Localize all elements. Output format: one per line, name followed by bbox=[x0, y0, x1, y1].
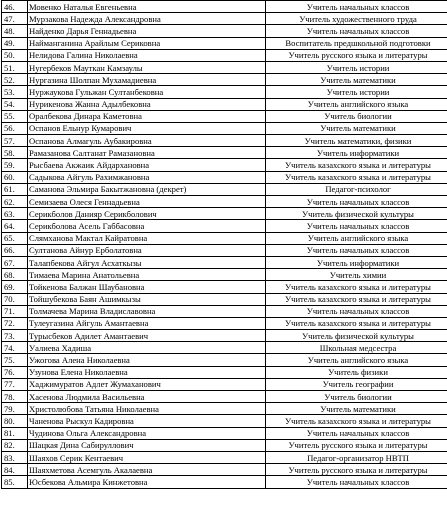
staff-role-cell: Учитель географии bbox=[266, 378, 447, 390]
staff-name-cell: Чаненова Рыскул Кадировна bbox=[28, 415, 266, 427]
table-row bbox=[2, 159, 447, 171]
row-number: 67. bbox=[2, 256, 28, 268]
row-number: 65. bbox=[2, 232, 28, 244]
staff-name-cell: Шацкая Дина Сабируллович bbox=[28, 439, 266, 451]
row-number: 55. bbox=[2, 110, 28, 122]
staff-name-cell: Христолюбова Татьяна Николаевна bbox=[28, 403, 266, 415]
staff-role-cell: Учитель информатики bbox=[266, 147, 447, 159]
staff-role-cell: Учитель химии bbox=[266, 269, 447, 281]
staff-name-cell: Шаяхметова Асемгуль Акалаевна bbox=[28, 464, 266, 476]
row-number: 57. bbox=[2, 135, 28, 147]
row-number: 83. bbox=[2, 451, 28, 463]
staff-role-cell: Учитель биологии bbox=[266, 110, 447, 122]
table-row bbox=[2, 196, 447, 208]
row-number: 61. bbox=[2, 183, 28, 195]
staff-name-cell: Нугербеков Мауткан Камзаулы bbox=[28, 61, 266, 73]
staff-name-cell: Нуржаукова Гульжан Султанбековна bbox=[28, 86, 266, 98]
staff-role-cell: Учитель английского языка bbox=[266, 354, 447, 366]
staff-role-cell: Учитель русского языка и литературы bbox=[266, 439, 447, 451]
row-number: 76. bbox=[2, 366, 28, 378]
staff-role-cell: Учитель русского языка и литературы bbox=[266, 49, 447, 61]
staff-name-cell: Тойшубекова Баян Ашимкызы bbox=[28, 293, 266, 305]
staff-name-cell: Оспанова Алмагуль Аубакировна bbox=[28, 135, 266, 147]
table-row bbox=[2, 74, 447, 86]
table-row bbox=[2, 98, 447, 110]
table-row bbox=[2, 244, 447, 256]
row-number: 46. bbox=[2, 1, 28, 13]
staff-role-cell: Учитель начальных классов bbox=[266, 196, 447, 208]
staff-role-cell: Учитель физики bbox=[266, 366, 447, 378]
row-number: 84. bbox=[2, 464, 28, 476]
table-row bbox=[2, 49, 447, 61]
table-row bbox=[2, 439, 447, 451]
row-number: 47. bbox=[2, 13, 28, 25]
staff-role-cell: Воспитатель предшкольной подготовки bbox=[266, 37, 447, 49]
staff-role-cell: Учитель казахского языка и литературы bbox=[266, 415, 447, 427]
staff-name-cell: Ужогова Алена Николаевна bbox=[28, 354, 266, 366]
staff-name-cell: Хасенова Людмила Васильевна bbox=[28, 391, 266, 403]
staff-name-cell: Рамазанова Салтанат Рамазановна bbox=[28, 147, 266, 159]
staff-role-cell: Учитель физической культуры bbox=[266, 208, 447, 220]
row-number: 52. bbox=[2, 74, 28, 86]
staff-name-cell: Мовенко Наталья Евгеньевна bbox=[28, 1, 266, 13]
row-number: 51. bbox=[2, 61, 28, 73]
staff-role-cell: Педагог-психолог bbox=[266, 183, 447, 195]
table-row bbox=[2, 1, 447, 13]
staff-name-cell: Хаджимуратов Адлет Жумаханович bbox=[28, 378, 266, 390]
staff-role-cell: Учитель казахского языка и литературы bbox=[266, 317, 447, 329]
staff-name-cell: Юсбекова Альмира Кинжетовна bbox=[28, 476, 266, 488]
staff-role-cell: Учитель физической культуры bbox=[266, 330, 447, 342]
row-number: 63. bbox=[2, 208, 28, 220]
row-number: 53. bbox=[2, 86, 28, 98]
staff-role-cell: Учитель казахского языка и литературы bbox=[266, 293, 447, 305]
staff-name-cell: Султанова Айнур Ерболатовна bbox=[28, 244, 266, 256]
staff-role-cell: Педагог-организатор НВТП bbox=[266, 451, 447, 463]
staff-role-cell: Учитель начальных классов bbox=[266, 476, 447, 488]
table-row bbox=[2, 342, 447, 354]
row-number: 85. bbox=[2, 476, 28, 488]
staff-name-cell: Тулеугазина Айгуль Амантаевна bbox=[28, 317, 266, 329]
row-number: 72. bbox=[2, 317, 28, 329]
table-row bbox=[2, 317, 447, 329]
row-number: 71. bbox=[2, 305, 28, 317]
staff-name-cell: Уалиева Хадиша bbox=[28, 342, 266, 354]
row-number: 62. bbox=[2, 196, 28, 208]
staff-table-body bbox=[2, 1, 447, 489]
row-number: 68. bbox=[2, 269, 28, 281]
row-number: 59. bbox=[2, 159, 28, 171]
table-row bbox=[2, 403, 447, 415]
staff-name-cell: Мурзакова Надежда Александровна bbox=[28, 13, 266, 25]
staff-name-cell: Серикболова Асель Габбасовна bbox=[28, 220, 266, 232]
staff-role-cell: Учитель истории bbox=[266, 61, 447, 73]
staff-role-cell: Учитель начальных классов bbox=[266, 244, 447, 256]
staff-name-cell: Нурикенова Жанна Адылбековна bbox=[28, 98, 266, 110]
table-row bbox=[2, 330, 447, 342]
staff-role-cell: Учитель казахского языка и литературы bbox=[266, 281, 447, 293]
staff-name-cell: Шаяхов Серик Кентаевич bbox=[28, 451, 266, 463]
staff-role-cell: Учитель математики bbox=[266, 74, 447, 86]
table-row bbox=[2, 61, 447, 73]
table-row bbox=[2, 256, 447, 268]
staff-role-cell: Учитель начальных классов bbox=[266, 25, 447, 37]
staff-role-cell: Учитель математики bbox=[266, 403, 447, 415]
row-number: 77. bbox=[2, 378, 28, 390]
table-row bbox=[2, 269, 447, 281]
staff-name-cell: Слямханова Мактал Кайратовна bbox=[28, 232, 266, 244]
row-number: 58. bbox=[2, 147, 28, 159]
staff-name-cell: Оспанов Ельнур Кумарович bbox=[28, 122, 266, 134]
table-row bbox=[2, 13, 447, 25]
staff-role-cell: Учитель художественного труда bbox=[266, 13, 447, 25]
staff-name-cell: Найманганина Арайлым Сериковна bbox=[28, 37, 266, 49]
staff-name-cell: Семизаева Олеся Геннадьевна bbox=[28, 196, 266, 208]
table-row bbox=[2, 135, 447, 147]
table-row bbox=[2, 366, 447, 378]
staff-role-cell: Учитель русского языка и литературы bbox=[266, 464, 447, 476]
staff-name-cell: Оралбекова Динара Каметовна bbox=[28, 110, 266, 122]
staff-role-cell: Учитель начальных классов bbox=[266, 220, 447, 232]
table-row bbox=[2, 354, 447, 366]
table-row bbox=[2, 232, 447, 244]
row-number: 49. bbox=[2, 37, 28, 49]
staff-role-cell: Учитель казахского языка и литературы bbox=[266, 171, 447, 183]
staff-name-cell: Тойкенова Балжан Шаубановна bbox=[28, 281, 266, 293]
staff-role-cell: Учитель английского языка bbox=[266, 98, 447, 110]
row-number: 56. bbox=[2, 122, 28, 134]
row-number: 73. bbox=[2, 330, 28, 342]
staff-role-cell: Учитель начальных классов bbox=[266, 427, 447, 439]
table-row bbox=[2, 25, 447, 37]
table-row bbox=[2, 305, 447, 317]
row-number: 75. bbox=[2, 354, 28, 366]
row-number: 80. bbox=[2, 415, 28, 427]
row-number: 69. bbox=[2, 281, 28, 293]
staff-role-cell: Учитель информатики bbox=[266, 256, 447, 268]
staff-name-cell: Тимаева Марина Анатольевна bbox=[28, 269, 266, 281]
staff-name-cell: Нургазина Шолпан Мухамадиевна bbox=[28, 74, 266, 86]
table-row bbox=[2, 476, 447, 488]
staff-role-cell: Учитель начальных классов bbox=[266, 305, 447, 317]
table-row bbox=[2, 427, 447, 439]
table-row bbox=[2, 378, 447, 390]
staff-role-cell: Учитель биологии bbox=[266, 391, 447, 403]
staff-name-cell: Чудинова Ольга Александровна bbox=[28, 427, 266, 439]
staff-name-cell: Толмачева Марина Владиславовна bbox=[28, 305, 266, 317]
staff-role-cell: Учитель казахского языка и литературы bbox=[266, 159, 447, 171]
row-number: 64. bbox=[2, 220, 28, 232]
table-row bbox=[2, 86, 447, 98]
row-number: 82. bbox=[2, 439, 28, 451]
table-row bbox=[2, 220, 447, 232]
table-row bbox=[2, 464, 447, 476]
table-row bbox=[2, 415, 447, 427]
row-number: 78. bbox=[2, 391, 28, 403]
row-number: 60. bbox=[2, 171, 28, 183]
staff-role-cell: Учитель математики, физики bbox=[266, 135, 447, 147]
staff-role-cell: Учитель математики bbox=[266, 122, 447, 134]
table-row bbox=[2, 391, 447, 403]
staff-name-cell: Найденко Дарья Геннадьевна bbox=[28, 25, 266, 37]
staff-name-cell: Узунова Елена Николаевна bbox=[28, 366, 266, 378]
row-number: 70. bbox=[2, 293, 28, 305]
table-row bbox=[2, 183, 447, 195]
table-row bbox=[2, 37, 447, 49]
staff-role-cell: Учитель начальных классов bbox=[266, 1, 447, 13]
staff-role-cell: Учитель истории bbox=[266, 86, 447, 98]
staff-name-cell: Талапбекова Айгул Асхаткызы bbox=[28, 256, 266, 268]
table-row bbox=[2, 122, 447, 134]
table-row bbox=[2, 451, 447, 463]
staff-role-cell: Школьная медсестра bbox=[266, 342, 447, 354]
row-number: 48. bbox=[2, 25, 28, 37]
row-number: 50. bbox=[2, 49, 28, 61]
staff-name-cell: Турысбеков Адилет Амантаевич bbox=[28, 330, 266, 342]
staff-name-cell: Рысбаева Акжаик Айдархановна bbox=[28, 159, 266, 171]
row-number: 54. bbox=[2, 98, 28, 110]
staff-name-cell: Саманова Эльмира Бакытжановна (декрет) bbox=[28, 183, 266, 195]
staff-table bbox=[1, 0, 447, 489]
table-row bbox=[2, 208, 447, 220]
row-number: 66. bbox=[2, 244, 28, 256]
staff-name-cell: Серикболов Данияр Серикболович bbox=[28, 208, 266, 220]
table-row bbox=[2, 171, 447, 183]
staff-name-cell: Нелидова Галина Николаевна bbox=[28, 49, 266, 61]
row-number: 79. bbox=[2, 403, 28, 415]
table-row bbox=[2, 281, 447, 293]
staff-name-cell: Садыкова Айгуль Рахимжановна bbox=[28, 171, 266, 183]
table-row bbox=[2, 147, 447, 159]
staff-role-cell: Учитель английского языка bbox=[266, 232, 447, 244]
row-number: 74. bbox=[2, 342, 28, 354]
table-row bbox=[2, 110, 447, 122]
table-row bbox=[2, 293, 447, 305]
row-number: 81. bbox=[2, 427, 28, 439]
